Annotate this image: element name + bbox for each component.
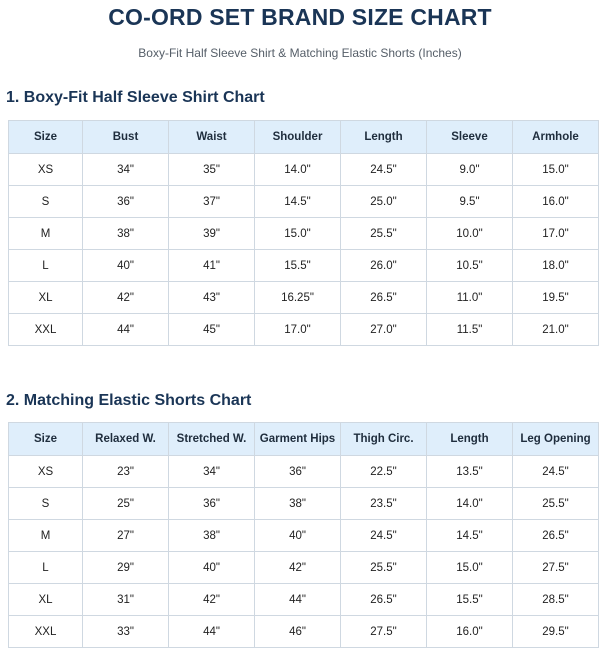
column-header-armhole: Armhole [513, 121, 599, 154]
column-header-waist: Waist [169, 121, 255, 154]
column-header-stretched-waist: Stretched W. [169, 423, 255, 456]
table-cell: 10.0" [427, 218, 513, 250]
table-row [9, 186, 599, 218]
table-cell: 15.0" [427, 552, 513, 584]
table-cell: 45" [169, 314, 255, 346]
table-cell: 26.5" [513, 520, 599, 552]
table-cell: 42" [83, 282, 169, 314]
table-row [9, 456, 599, 488]
table-row [9, 616, 599, 648]
table-cell: 25.5" [513, 488, 599, 520]
table-row [9, 154, 599, 186]
table-cell: 46" [255, 616, 341, 648]
table-cell: 15.0" [513, 154, 599, 186]
table-cell: 34" [83, 154, 169, 186]
table-cell: XXL [9, 314, 83, 346]
table-cell: M [9, 520, 83, 552]
table-cell: 38" [255, 488, 341, 520]
table-cell: 9.0" [427, 154, 513, 186]
table-cell: 27" [83, 520, 169, 552]
table-cell: 15.5" [255, 250, 341, 282]
table-cell: 44" [83, 314, 169, 346]
table-cell: 26.0" [341, 250, 427, 282]
table-cell: M [9, 218, 83, 250]
table-cell: 28.5" [513, 584, 599, 616]
table-cell: 38" [83, 218, 169, 250]
table-cell: 11.0" [427, 282, 513, 314]
table-cell: 42" [255, 552, 341, 584]
table-cell: 16.0" [427, 616, 513, 648]
table-cell: 40" [83, 250, 169, 282]
table-cell: 40" [169, 552, 255, 584]
table-cell: 23" [83, 456, 169, 488]
table-cell: 36" [255, 456, 341, 488]
table-cell: 24.5" [341, 154, 427, 186]
column-header-bust: Bust [83, 121, 169, 154]
table-cell: 14.5" [255, 186, 341, 218]
table-cell: 40" [255, 520, 341, 552]
table-row [9, 282, 599, 314]
column-header-garment-hips: Garment Hips [255, 423, 341, 456]
table-row [9, 552, 599, 584]
shirt-chart-heading: 1. Boxy-Fit Half Sleeve Shirt Chart [6, 89, 265, 106]
table-cell: 26.5" [341, 282, 427, 314]
table-cell: 26.5" [341, 584, 427, 616]
table-cell: 21.0" [513, 314, 599, 346]
table-cell: 39" [169, 218, 255, 250]
table-cell: 25.5" [341, 552, 427, 584]
table-header-row [9, 423, 599, 456]
table-cell: 38" [169, 520, 255, 552]
table-cell: 14.5" [427, 520, 513, 552]
table-cell: 25" [83, 488, 169, 520]
table-cell: 33" [83, 616, 169, 648]
column-header-length: Length [427, 423, 513, 456]
shorts-chart-heading: 2. Matching Elastic Shorts Chart [6, 392, 252, 409]
table-cell: 17.0" [255, 314, 341, 346]
table-cell: 27.5" [341, 616, 427, 648]
table-row [9, 250, 599, 282]
table-cell: L [9, 250, 83, 282]
table-cell: 31" [83, 584, 169, 616]
table-cell: 14.0" [427, 488, 513, 520]
table-cell: XS [9, 154, 83, 186]
table-row [9, 584, 599, 616]
table-row [9, 520, 599, 552]
table-cell: 24.5" [341, 520, 427, 552]
table-cell: 9.5" [427, 186, 513, 218]
table-cell: 11.5" [427, 314, 513, 346]
table-cell: 24.5" [513, 456, 599, 488]
column-header-sleeve: Sleeve [427, 121, 513, 154]
column-header-leg-opening: Leg Opening [513, 423, 599, 456]
table-cell: 16.25" [255, 282, 341, 314]
page-subtitle: Boxy-Fit Half Sleeve Shirt & Matching Elastic Shorts (Inches) [138, 46, 462, 60]
table-cell: 22.5" [341, 456, 427, 488]
table-cell: XXL [9, 616, 83, 648]
table-cell: 25.0" [341, 186, 427, 218]
table-cell: 13.5" [427, 456, 513, 488]
table-cell: 16.0" [513, 186, 599, 218]
table-cell: 25.5" [341, 218, 427, 250]
table-cell: 34" [169, 456, 255, 488]
table-cell: L [9, 552, 83, 584]
table-cell: 36" [83, 186, 169, 218]
page-title: CO-ORD SET BRAND SIZE CHART [108, 4, 492, 30]
table-row [9, 218, 599, 250]
table-cell: 14.0" [255, 154, 341, 186]
table-cell: 27.0" [341, 314, 427, 346]
column-header-relaxed-waist: Relaxed W. [83, 423, 169, 456]
table-cell: 43" [169, 282, 255, 314]
shorts-size-table [8, 422, 599, 648]
table-cell: 27.5" [513, 552, 599, 584]
table-cell: S [9, 186, 83, 218]
table-cell: XS [9, 456, 83, 488]
table-cell: 36" [169, 488, 255, 520]
table-cell: 42" [169, 584, 255, 616]
column-header-thigh-circ: Thigh Circ. [341, 423, 427, 456]
table-cell: 18.0" [513, 250, 599, 282]
table-cell: 44" [169, 616, 255, 648]
table-cell: 29.5" [513, 616, 599, 648]
table-cell: 17.0" [513, 218, 599, 250]
table-header-row [9, 121, 599, 154]
table-cell: XL [9, 282, 83, 314]
table-cell: XL [9, 584, 83, 616]
table-cell: 23.5" [341, 488, 427, 520]
column-header-size: Size [9, 423, 83, 456]
column-header-shoulder: Shoulder [255, 121, 341, 154]
table-cell: 35" [169, 154, 255, 186]
shirt-size-table [8, 120, 599, 346]
table-cell: 15.5" [427, 584, 513, 616]
table-row [9, 488, 599, 520]
table-cell: S [9, 488, 83, 520]
table-row [9, 314, 599, 346]
table-cell: 41" [169, 250, 255, 282]
table-cell: 37" [169, 186, 255, 218]
column-header-size: Size [9, 121, 83, 154]
column-header-length: Length [341, 121, 427, 154]
table-cell: 19.5" [513, 282, 599, 314]
table-cell: 44" [255, 584, 341, 616]
table-cell: 10.5" [427, 250, 513, 282]
table-cell: 29" [83, 552, 169, 584]
table-cell: 15.0" [255, 218, 341, 250]
